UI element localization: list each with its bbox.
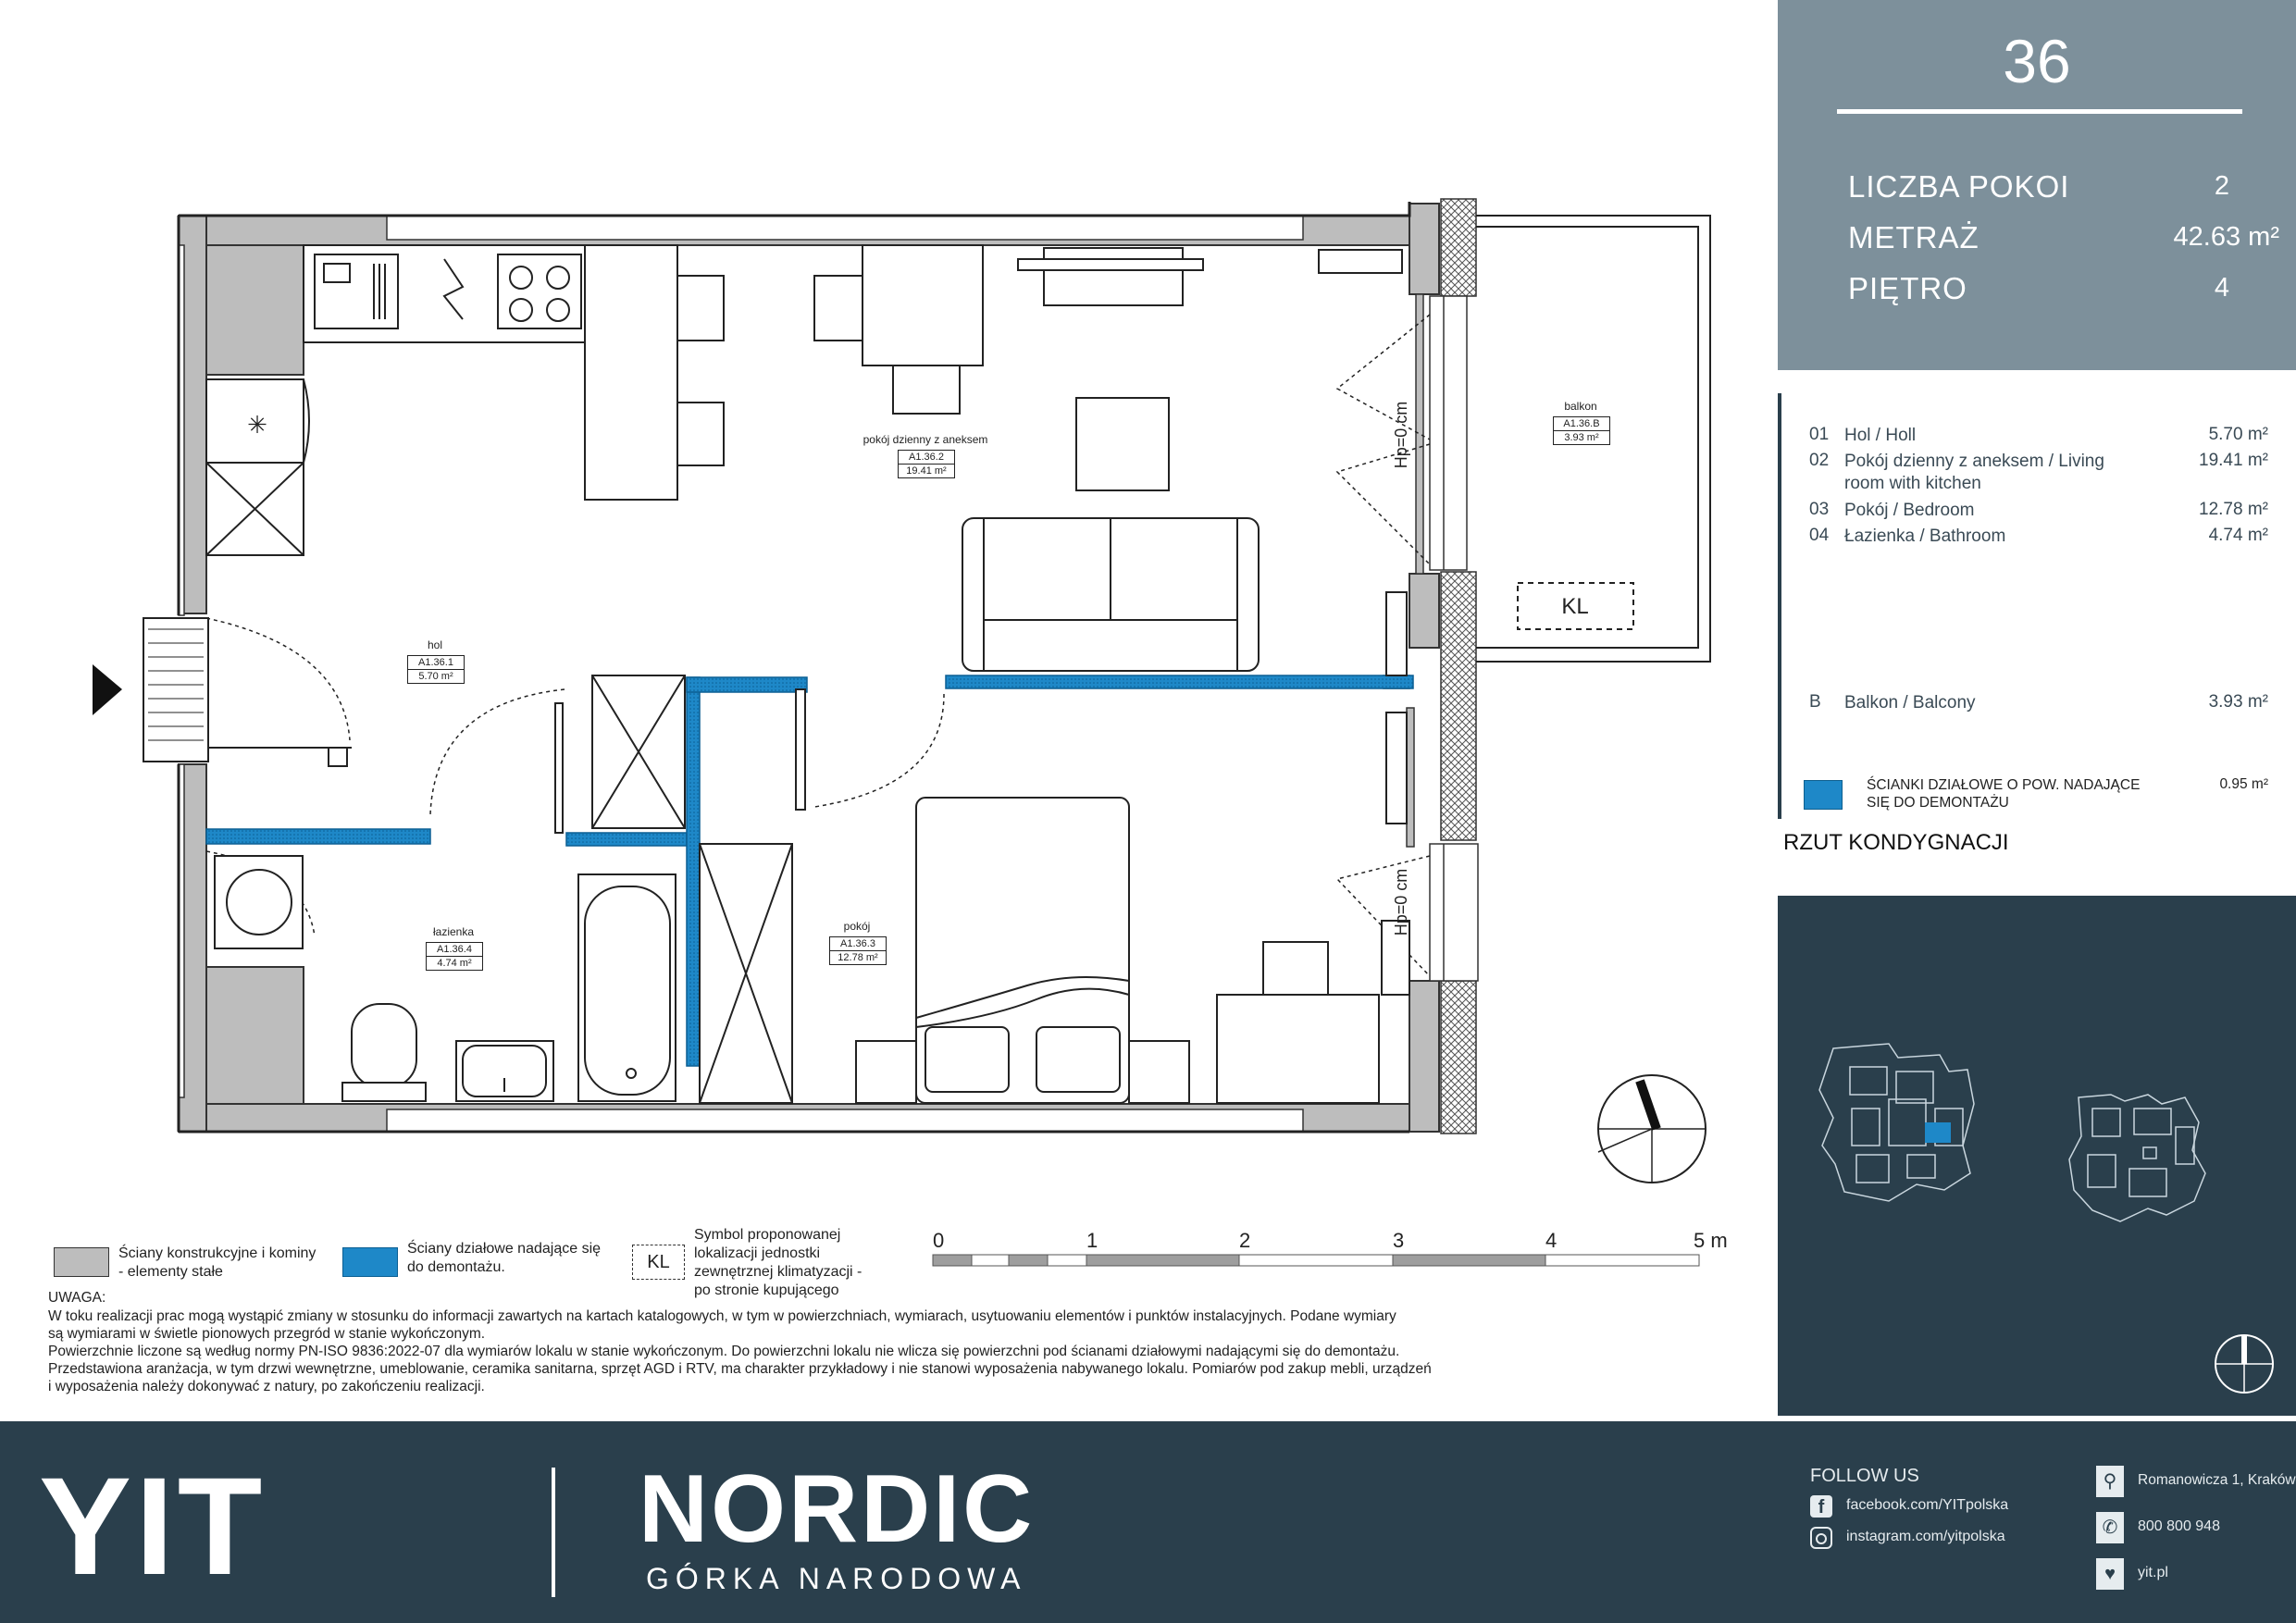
fridge-symbol: ✳ <box>247 411 267 439</box>
room-list-accent-bar <box>1778 393 1781 819</box>
yit-logo: YIT <box>39 1448 267 1604</box>
project-name: NORDIC <box>639 1456 1036 1563</box>
entrance-arrow-icon <box>93 664 122 715</box>
room-row <box>1809 425 2159 447</box>
stat-value-area: 42.63 m² <box>2173 222 2279 252</box>
balcony-number: B <box>1809 692 1821 712</box>
room-label-lazienka-area: 4.74 m² <box>426 956 483 971</box>
footer <box>0 1421 2296 1623</box>
hp-label: Hp=0 cm <box>1392 868 1410 936</box>
follow-us-title: FOLLOW US <box>1810 1466 1919 1486</box>
room-label-pokoj-name: pokój <box>843 920 871 933</box>
project-subtitle: GÓRKA NARODOWA <box>646 1562 1027 1595</box>
room-label-living-name: pokój dzienny z aneksem <box>863 433 988 446</box>
room-label-living-area: 19.41 m² <box>898 464 955 478</box>
room-label-living-code: A1.36.2 <box>898 450 955 465</box>
building-key-plan-2 <box>2069 1095 2205 1221</box>
notes-line: Powierzchnie liczone są według normy PN-ISO 9836:2022-07 dla wymiarów lokalu w stanie wykończonym. Do powierzchni lokalu nie wlicza się powierzchni pod ścianami działowymi nadającymi się do demontażu. <box>48 1344 1400 1359</box>
room-row <box>1809 500 2159 522</box>
legend-kl-symbol: KL <box>632 1245 685 1280</box>
hp-label: Hp=0 cm <box>1392 401 1410 469</box>
scale-tick: 0 <box>933 1229 945 1252</box>
legend-structural-swatch <box>54 1247 109 1277</box>
heart-icon: ♥ <box>2096 1558 2124 1590</box>
room-label-pokoj-area: 12.78 m² <box>829 950 887 965</box>
scale-tick: 5 m <box>1694 1229 1728 1252</box>
room-label-hol-area: 5.70 m² <box>407 669 465 684</box>
bedroom-furniture <box>856 798 1409 1103</box>
balcony-row <box>1809 692 2159 714</box>
room-name: Pokój / Bedroom <box>1844 501 1975 520</box>
location-pin-icon: ⚲ <box>2096 1466 2124 1497</box>
scale-tick: 3 <box>1393 1229 1405 1252</box>
address: Romanowicza 1, Kraków <box>2138 1472 2296 1488</box>
room-label-hol-name: hol <box>427 638 442 651</box>
room-label-balkon-area: 3.93 m² <box>1553 430 1610 445</box>
scale-tick: 1 <box>1086 1229 1098 1252</box>
key-plan-panel <box>1778 896 2296 1416</box>
room-area: 19.41 m² <box>2199 451 2268 470</box>
room-area: 5.70 m² <box>2208 425 2268 444</box>
apartment-number: 36 <box>2003 27 2071 95</box>
notes-line: W toku realizacji prac mogą wystąpić zmiany w stosunku do informacji zawartych na kartach katalogowych, w tym w powierzchniach, wymiarach, usytuowaniu elementów i punktów instalacyjnych. Podane wymiary <box>48 1308 1396 1324</box>
scale-tick: 4 <box>1545 1229 1558 1252</box>
room-area: 4.74 m² <box>2208 526 2268 545</box>
apartment-highlight <box>1925 1122 1951 1143</box>
removable-wall-label: ŚCIANKI DZIAŁOWE O POW. NADAJĄCE SIĘ DO DEMONTAŻU <box>1867 777 2141 811</box>
plan-title: RZUT KONDYGNACJI <box>1783 830 2009 855</box>
compass-icon <box>1598 1075 1706 1183</box>
facebook-icon[interactable]: f <box>1810 1495 1832 1518</box>
room-label-hol-code: A1.36.1 <box>407 655 465 670</box>
room-number: 03 <box>1809 500 1830 519</box>
legend-kl-label: Symbol proponowanej lokalizacji jednostki zewnętrznej klimatyzacji - po stronie kupującego <box>694 1227 863 1298</box>
apartment-summary-panel <box>1778 0 2296 370</box>
stat-value-floor: 4 <box>2214 273 2230 303</box>
notes-line: Przedstawiona aranżacja, w tym drzwi wewnętrzne, umeblowanie, ceramika sanitarna, sprzęt AGD i RTV, ma charakter przykładowy i nie stanowi wyposażenia nabywanego lokalu. Pomiarów pod zakup mebli, urządzeń <box>48 1361 1432 1377</box>
sofa <box>962 518 1259 671</box>
removable-wall-area: 0.95 m² <box>2219 776 2268 792</box>
room-label-pokoj-code: A1.36.3 <box>829 936 887 951</box>
stat-label-rooms: LICZBA POKOI <box>1848 169 2070 204</box>
room-label-lazienka-code: A1.36.4 <box>426 942 483 957</box>
compass-small-icon <box>2215 1335 2273 1393</box>
stat-value-rooms: 2 <box>2214 171 2230 201</box>
room-name: Hol / Holl <box>1844 426 1917 445</box>
phone-icon: ✆ <box>2096 1512 2124 1543</box>
facebook-link[interactable]: facebook.com/YITpolska <box>1846 1497 2009 1513</box>
stat-label-area: METRAŻ <box>1848 220 1980 254</box>
notes-line: są wymiarami w świetle pionowych przegród w stanie wykończonym. <box>48 1326 486 1342</box>
notes-title: UWAGA: <box>48 1290 106 1306</box>
room-number: 02 <box>1809 451 1830 470</box>
stat-label-floor: PIĘTRO <box>1848 271 1967 305</box>
balcony-name: Balkon / Balcony <box>1844 693 1976 712</box>
divider <box>1837 109 2242 114</box>
instagram-link[interactable]: instagram.com/yitpolska <box>1846 1529 2005 1544</box>
room-row <box>1809 526 2159 548</box>
room-number: 04 <box>1809 526 1830 545</box>
kl-marker: KL <box>1561 594 1589 619</box>
scale-tick: 2 <box>1239 1229 1251 1252</box>
legend-removable-label: Ściany działowe nadające się do demontażu. <box>407 1241 602 1275</box>
removable-wall-swatch <box>1804 780 1843 810</box>
balcony-area: 3.93 m² <box>2208 692 2268 712</box>
notes-line: i wyposażenia należy dokonywać z natury, po zakończeniu realizacji. <box>48 1379 485 1394</box>
legend-removable-swatch <box>342 1247 398 1277</box>
room-name: Łazienka / Bathroom <box>1844 527 2006 546</box>
room-number: 01 <box>1809 425 1830 444</box>
room-label-lazienka-name: łazienka <box>432 925 475 938</box>
scale-bar <box>925 1221 1758 1277</box>
room-label-balkon-name: balkon <box>1564 400 1597 413</box>
room-label-balkon-code: A1.36.B <box>1553 416 1610 431</box>
room-area: 12.78 m² <box>2199 500 2268 519</box>
legend-structural-label: Ściany konstrukcyjne i kominy - elementy stałe <box>118 1245 316 1280</box>
website-link[interactable]: yit.pl <box>2138 1565 2168 1580</box>
room-list <box>1778 393 2296 893</box>
room-name: Pokój dzienny z aneksem / Living room with kitchen <box>1844 452 2104 493</box>
footer-divider <box>552 1468 555 1597</box>
key-plans <box>1778 896 2296 1416</box>
phone-number[interactable]: 800 800 948 <box>2138 1518 2220 1534</box>
instagram-icon[interactable] <box>1810 1527 1832 1549</box>
